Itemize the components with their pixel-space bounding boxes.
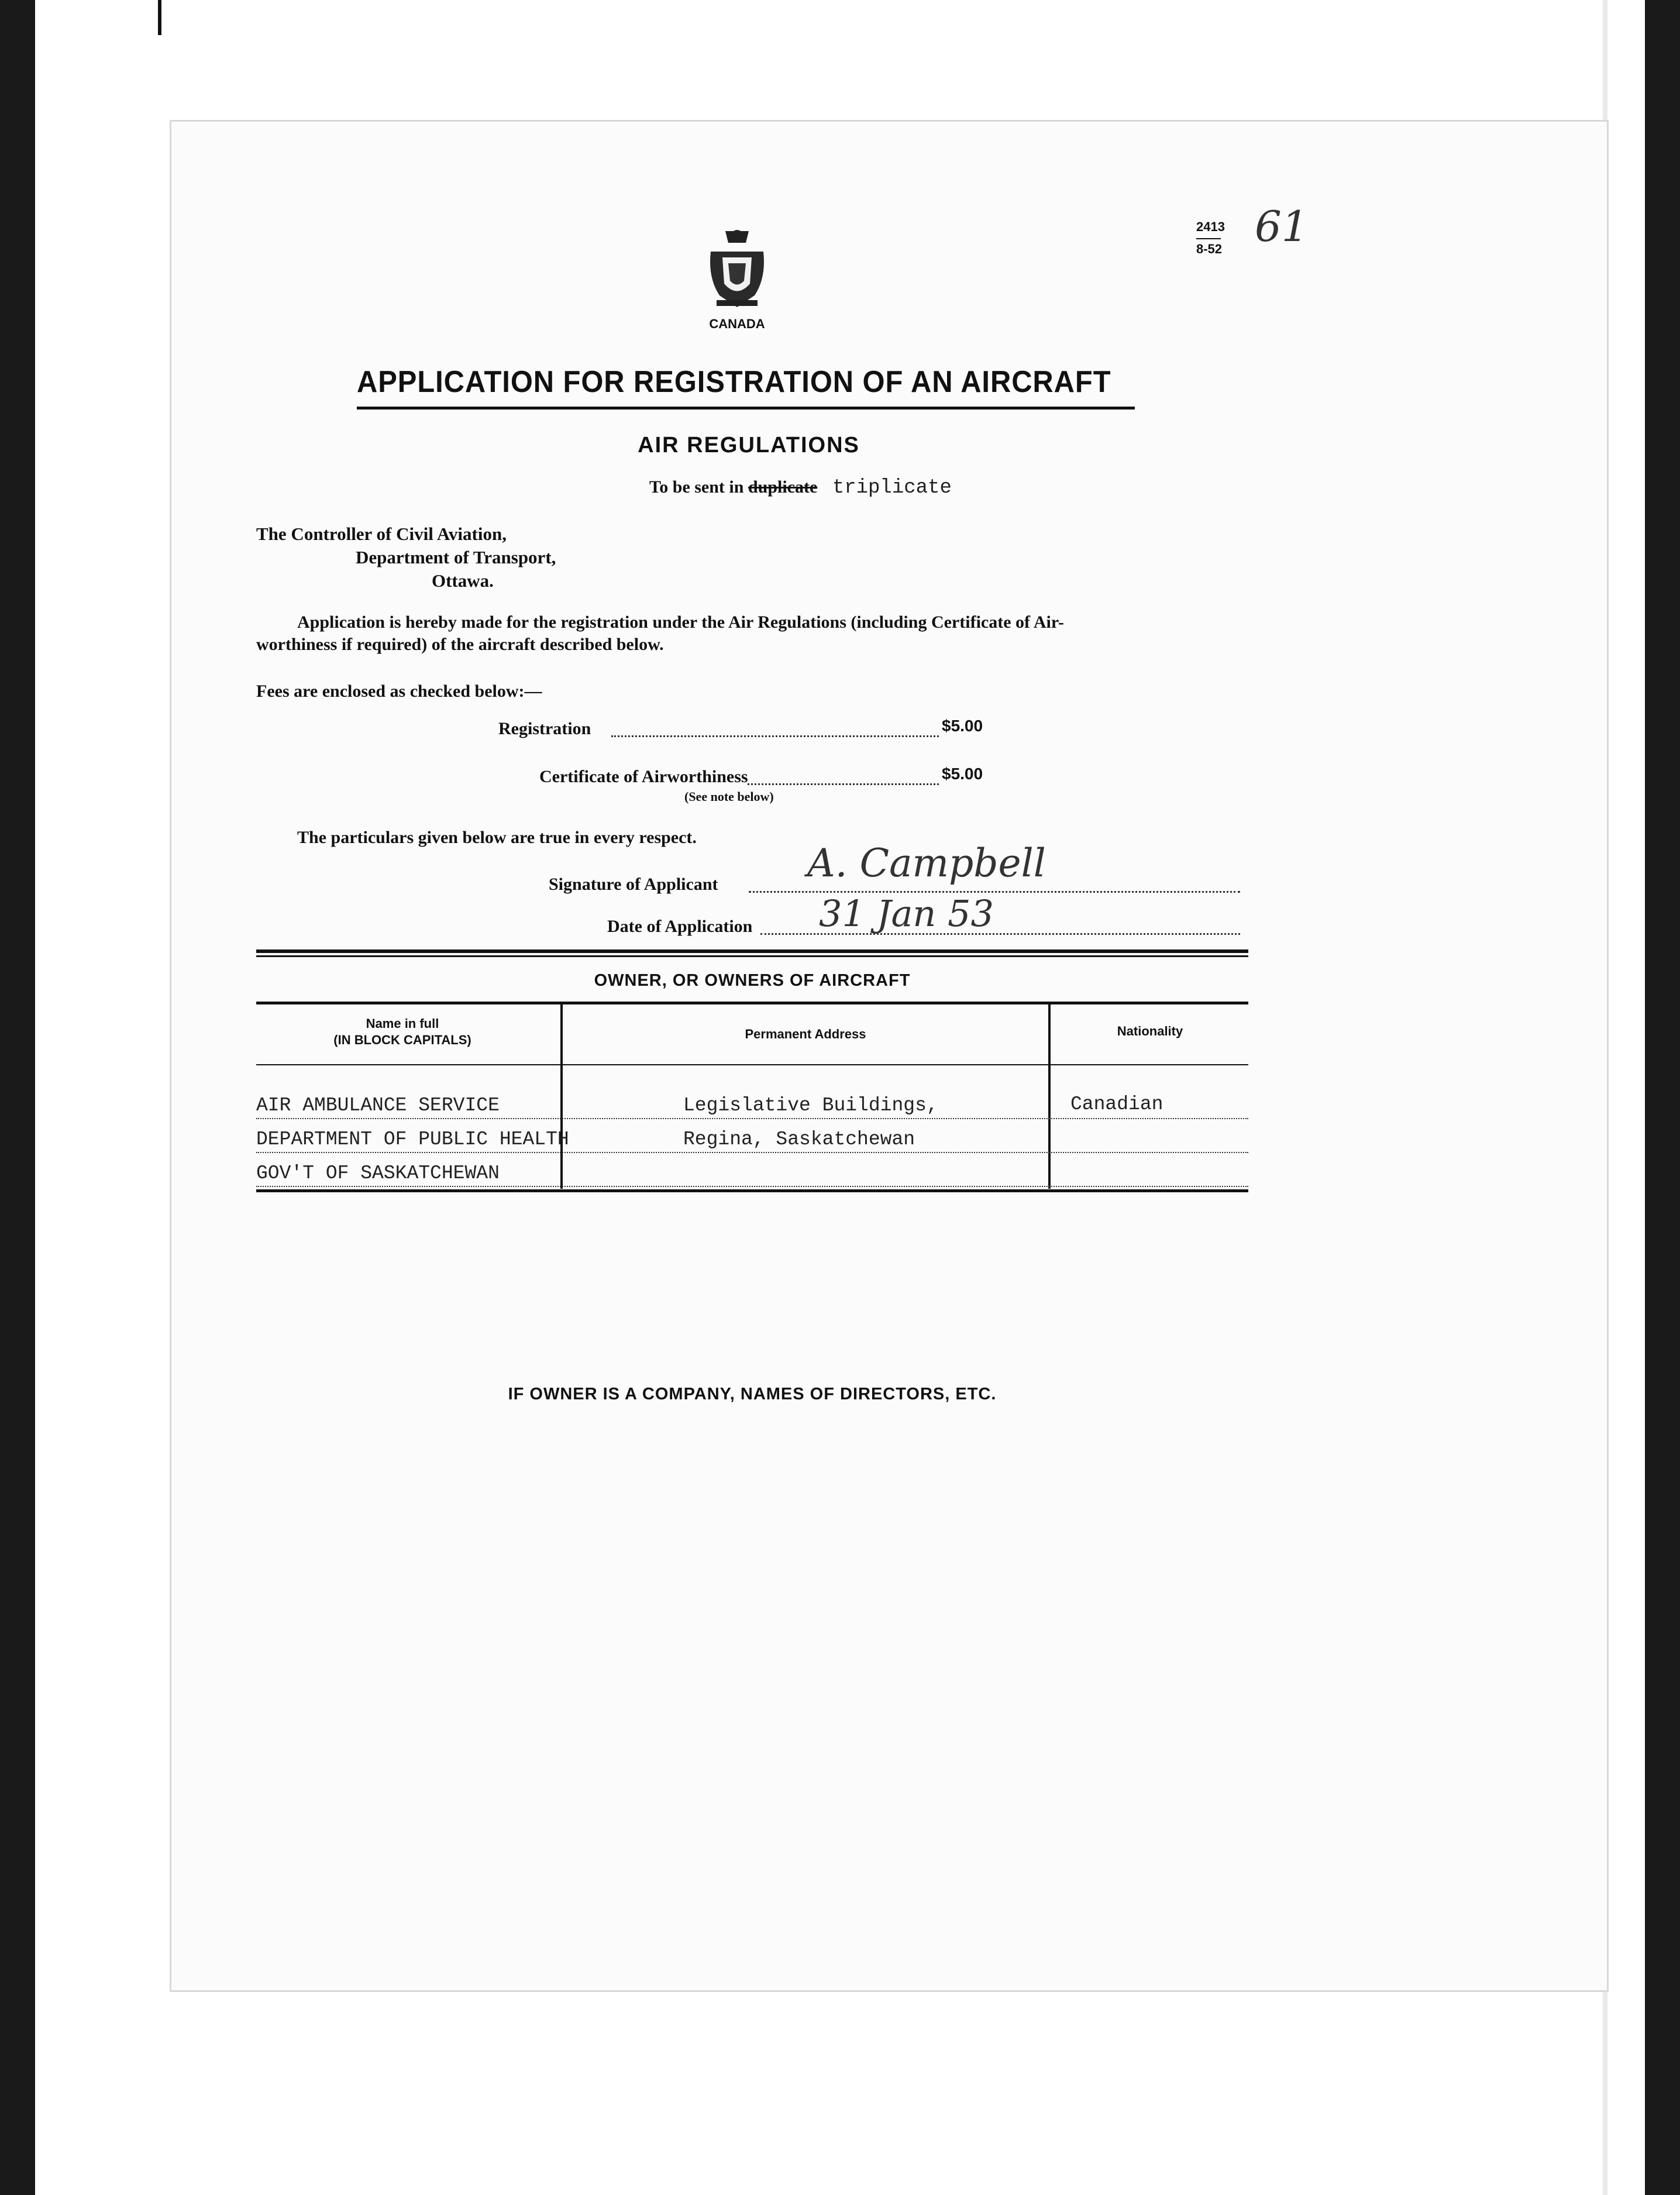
directors-rule-top	[256, 1189, 1248, 1192]
coat-of-arms-icon	[702, 225, 772, 313]
registration-amount: $5.00	[942, 717, 983, 735]
date-of-application-label: Date of Application	[607, 917, 753, 936]
form-number-rule	[1196, 238, 1221, 239]
scanned-sheet	[35, 0, 1645, 2195]
owner-row-1-name: AIR AMBULANCE SERVICE	[256, 1095, 500, 1116]
owners-rule-top-1	[256, 949, 1248, 953]
airworthiness-dots	[748, 783, 939, 785]
owners-col-address: Permanent Address	[745, 1027, 866, 1041]
registration-label: Registration	[498, 719, 591, 738]
owners-col-name-1: Name in full	[366, 1016, 439, 1031]
send-typed: triplicate	[832, 477, 952, 499]
send-prefix: To be sent in	[649, 477, 744, 497]
owners-rule-header	[256, 1002, 1248, 1004]
declaration: The particulars given below are true in every respect.	[297, 828, 697, 847]
owner-row-1-nationality: Canadian	[1070, 1093, 1163, 1115]
directors-heading-text: IF OWNER IS A COMPANY, NAMES OF DIRECTORS, ETC.	[508, 1385, 997, 1403]
date-of-application-value: 31 Jan 53	[819, 892, 994, 935]
owners-col-name-2: (IN BLOCK CAPITALS)	[333, 1033, 471, 1047]
owner-row-2-dots	[256, 1152, 1248, 1153]
registration-dots	[611, 735, 939, 737]
application-text-line-2: worthiness if required) of the aircraft described below.	[256, 635, 664, 654]
addressee-line-1: The Controller of Civil Aviation,	[256, 524, 507, 544]
signature-label: Signature of Applicant	[549, 875, 718, 894]
application-text-line-1: Application is hereby made for the registration under the Air Regulations (including Certificate of Air-	[297, 613, 1065, 632]
form-date: 8-52	[1196, 242, 1223, 256]
owner-row-2-address: Regina, Saskatchewan	[683, 1129, 915, 1150]
owners-rule-top-2	[256, 955, 1248, 957]
scan-edge-mark-top	[158, 0, 161, 35]
owners-rule-subheader	[256, 1064, 1248, 1065]
see-note: (See note below)	[684, 789, 774, 804]
send-instruction	[649, 477, 952, 499]
crest-label: CANADA	[709, 316, 765, 331]
addressee-line-3: Ottawa.	[432, 570, 494, 591]
owners-divider-1	[560, 1004, 563, 1189]
form-title: APPLICATION FOR REGISTRATION OF AN AIRCRAFT	[357, 365, 1111, 399]
airworthiness-amount: $5.00	[942, 765, 983, 783]
addressee-line-2: Department of Transport,	[356, 547, 556, 567]
fees-heading: Fees are enclosed as checked below:—	[256, 682, 542, 701]
owner-row-1-address: Legislative Buildings,	[683, 1095, 938, 1116]
form-paper	[170, 120, 1609, 1992]
form-subtitle: AIR REGULATIONS	[638, 433, 860, 457]
handwritten-page-number: 61	[1255, 202, 1309, 251]
owners-heading: OWNER, OR OWNERS OF AIRCRAFT	[594, 971, 911, 990]
signature-value: A. Campbell	[807, 841, 1046, 886]
title-underline	[357, 407, 1135, 410]
owner-row-3-name: GOV'T OF SASKATCHEWAN	[256, 1162, 500, 1184]
owner-row-3-dots	[256, 1186, 1248, 1187]
owner-row-2-name: DEPARTMENT OF PUBLIC HEALTH	[256, 1129, 569, 1150]
form-number: 2413	[1196, 219, 1225, 234]
airworthiness-label: Certificate of Airworthiness	[539, 767, 748, 786]
owners-divider-2	[1048, 1004, 1051, 1189]
owners-col-nationality: Nationality	[1117, 1024, 1183, 1038]
send-struck: duplicate	[748, 477, 818, 497]
owner-row-1-dots	[256, 1118, 1248, 1119]
